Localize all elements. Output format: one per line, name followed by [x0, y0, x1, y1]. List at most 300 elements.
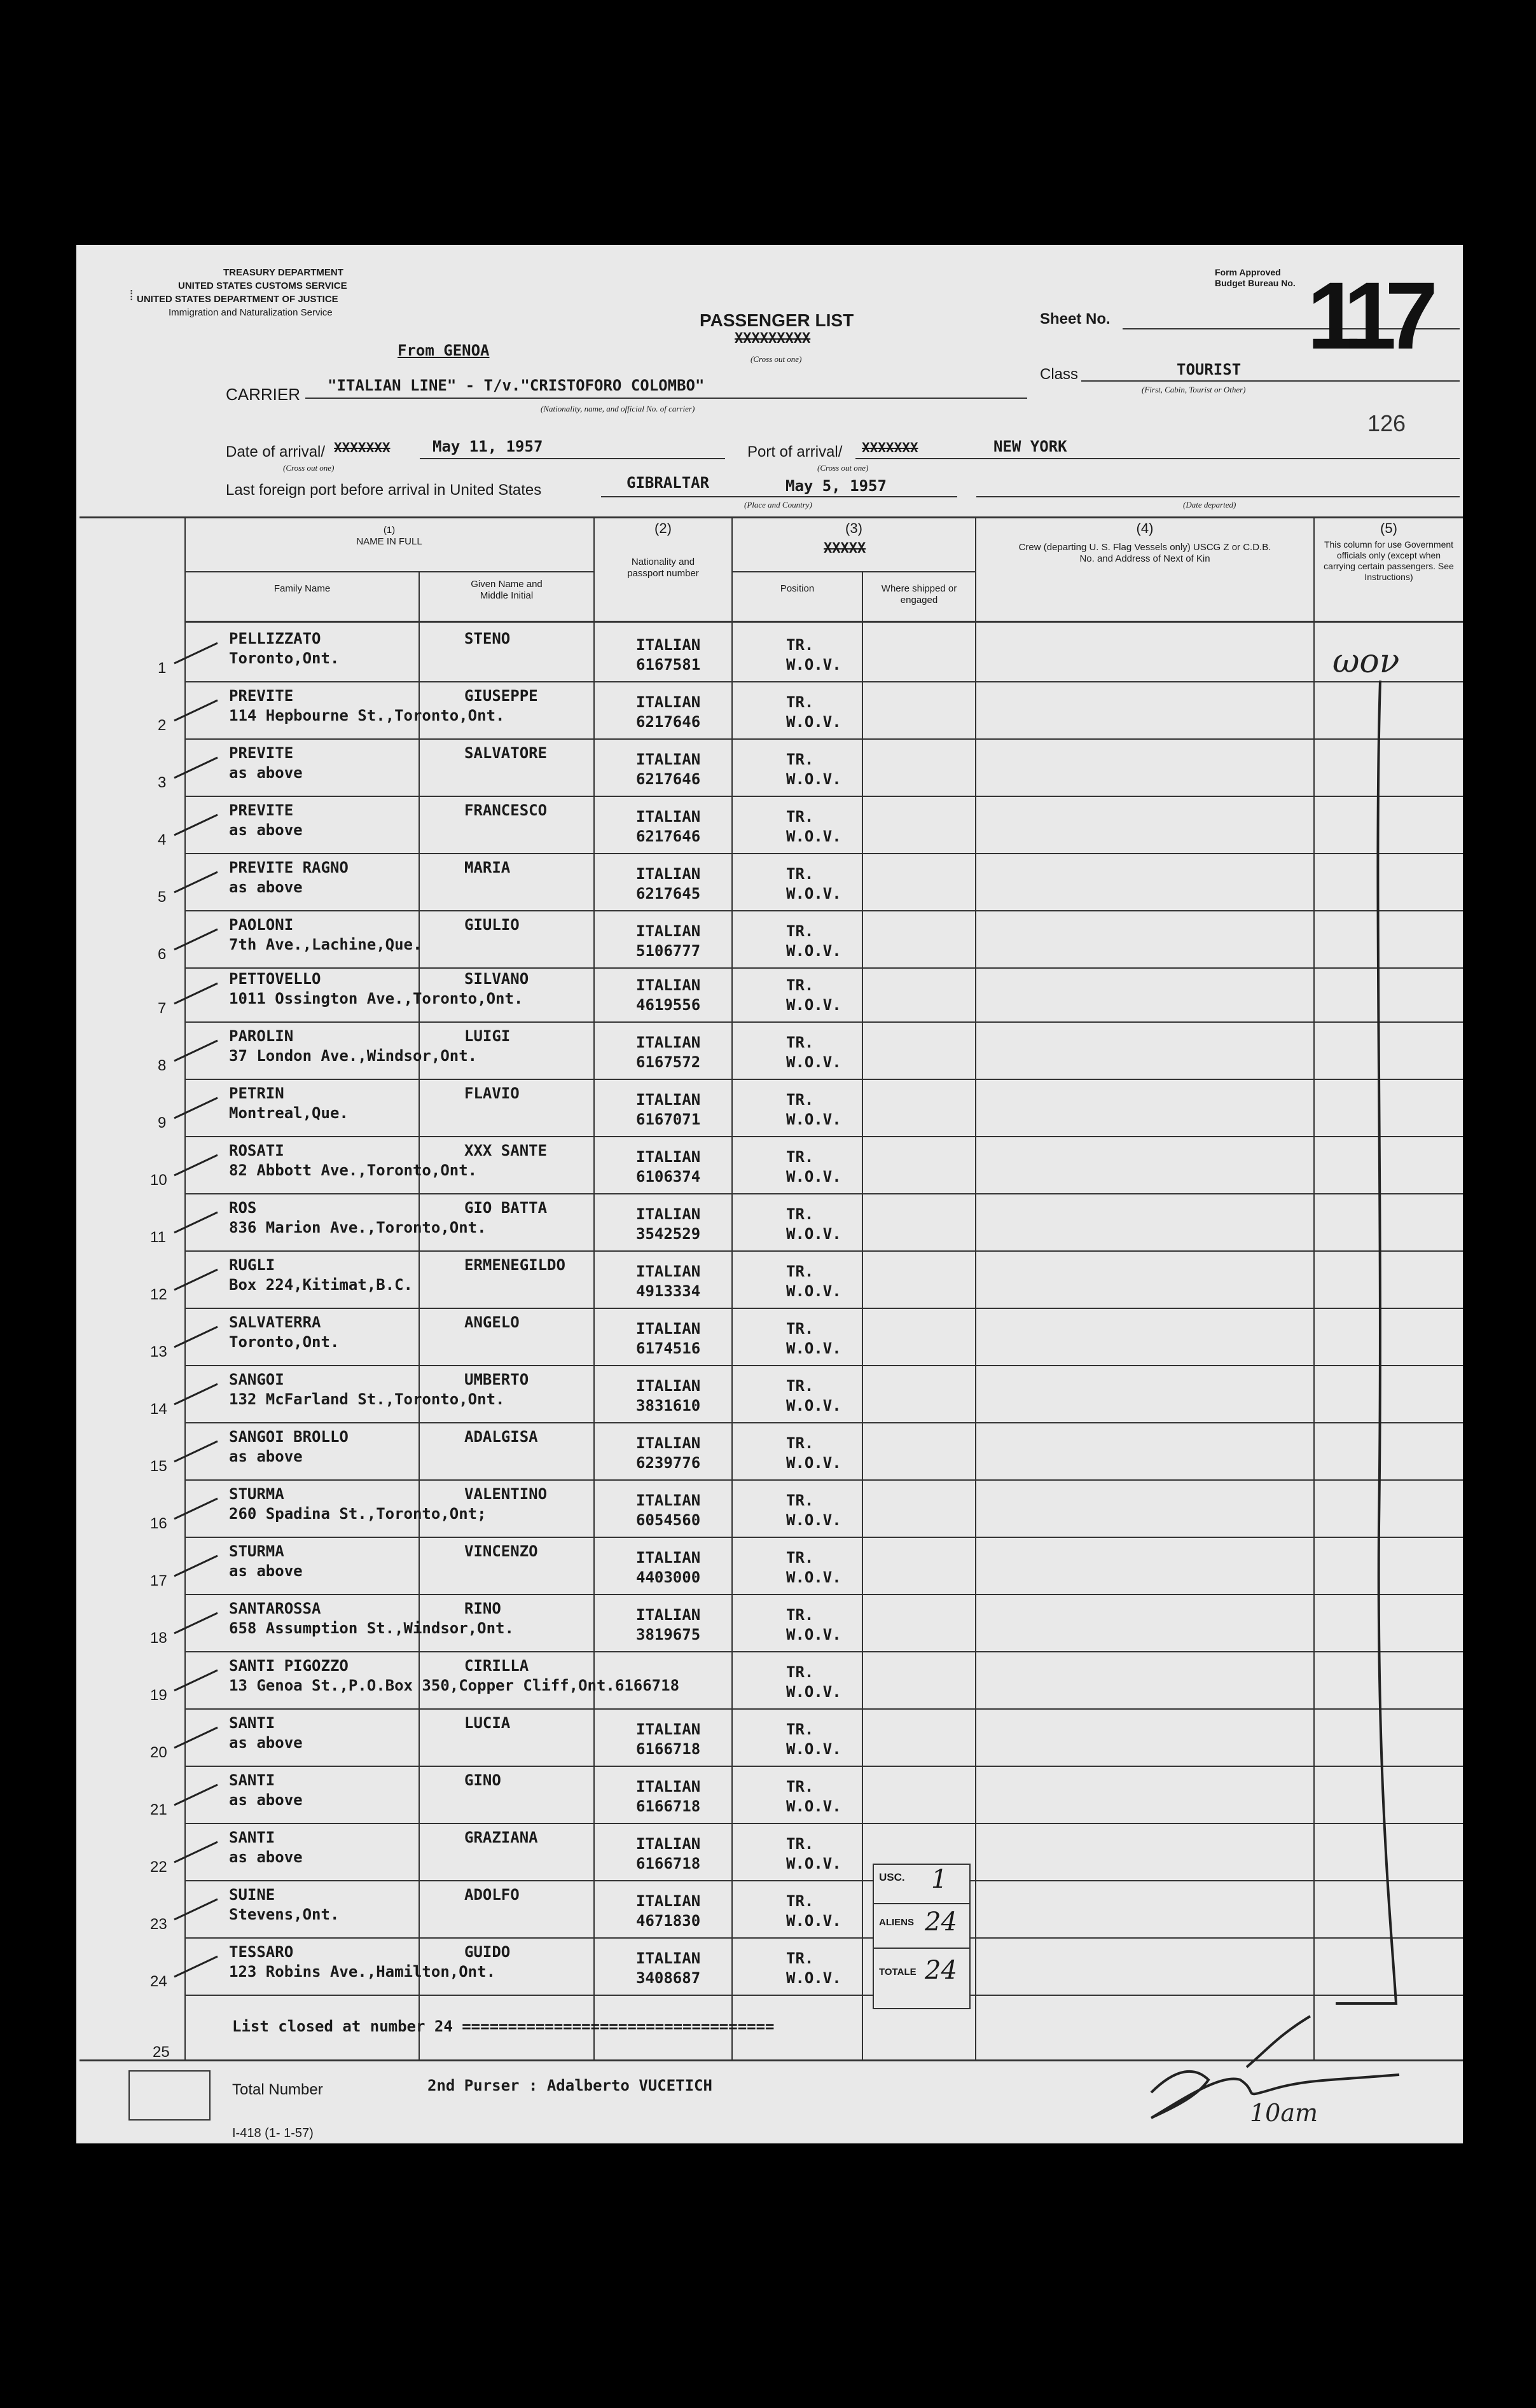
- given-name: GIUSEPPE: [464, 687, 538, 705]
- nationality-header: Nationality and passport number: [627, 557, 699, 579]
- tick-mark: [173, 1837, 224, 1869]
- passport-number: 6217646: [636, 770, 701, 788]
- position-line1: TR.: [786, 1377, 814, 1395]
- place-note: (Place and Country): [744, 500, 812, 509]
- row-number: 10: [150, 1172, 167, 1189]
- nationality: ITALIAN: [636, 1835, 701, 1853]
- position-line2: W.O.V.: [786, 1912, 841, 1930]
- position-line1: TR.: [786, 808, 814, 826]
- passport-number: 6217646: [636, 713, 701, 731]
- position-line2: W.O.V.: [786, 656, 841, 674]
- given-name: FLAVIO: [464, 1084, 520, 1102]
- position-line2: W.O.V.: [786, 1454, 841, 1472]
- address: 658 Assumption St.,Windsor,Ont.: [229, 1619, 514, 1637]
- address: Montreal,Que.: [229, 1104, 349, 1122]
- address: as above: [229, 821, 303, 839]
- family-name: SANTI: [229, 1714, 275, 1732]
- row-divider: [184, 1766, 1463, 1767]
- position-header: Position: [780, 583, 815, 594]
- nationality: ITALIAN: [636, 1491, 701, 1509]
- passport-number: 6167572: [636, 1053, 701, 1071]
- total-number-box: [128, 2070, 211, 2121]
- position-line2: W.O.V.: [786, 1397, 841, 1415]
- tick-mark: [173, 1436, 224, 1468]
- class-label: Class: [1040, 366, 1079, 383]
- family-name: ROSATI: [229, 1142, 284, 1159]
- position-line1: TR.: [786, 1549, 814, 1567]
- passport-number: 6239776: [636, 1454, 701, 1472]
- position-line1: TR.: [786, 1720, 814, 1738]
- date-underline: [420, 458, 725, 459]
- passport-number: 6166718: [636, 1855, 701, 1872]
- row-number: 24: [150, 1973, 167, 1990]
- position-line1: TR.: [786, 1835, 814, 1853]
- address: 132 McFarland St.,Toronto,Ont.: [229, 1390, 505, 1408]
- address: Stevens,Ont.: [229, 1906, 340, 1923]
- passport-number: 6217646: [636, 827, 701, 845]
- given-name: ANGELO: [464, 1313, 520, 1331]
- row-divider: [184, 1021, 1463, 1023]
- address: as above: [229, 1791, 303, 1809]
- passport-number: 3408687: [636, 1969, 701, 1987]
- sheet-label: Sheet No.: [1040, 310, 1110, 328]
- position-line2: W.O.V.: [786, 1111, 841, 1128]
- given-name: ERMENEGILDO: [464, 1256, 565, 1274]
- class-note: (First, Cabin, Tourist or Other): [1142, 385, 1246, 394]
- row-number: 13: [150, 1343, 167, 1360]
- address: as above: [229, 1562, 303, 1580]
- given-name: VINCENZO: [464, 1542, 538, 1560]
- row-number: 19: [150, 1687, 167, 1704]
- position-line2: W.O.V.: [786, 996, 841, 1014]
- nationality: ITALIAN: [636, 865, 701, 883]
- family-name: SANTI: [229, 1771, 275, 1789]
- address: 7th Ave.,Lachine,Que.: [229, 936, 422, 953]
- family-name: SANTI PIGOZZO: [229, 1657, 349, 1675]
- last-port: GIBRALTAR: [626, 474, 710, 492]
- given-name: CIRILLA: [464, 1657, 529, 1675]
- given-name: GINO: [464, 1771, 501, 1789]
- position-line2: W.O.V.: [786, 1511, 841, 1529]
- row-divider: [184, 681, 1463, 682]
- departed-underline: [976, 496, 1460, 497]
- row-divider: [184, 1537, 1463, 1538]
- page-number: 126: [1367, 410, 1406, 436]
- row-divider: [184, 1823, 1463, 1824]
- port-struck: XXXXXXX: [862, 440, 918, 455]
- passport-number: 6166718: [636, 1740, 701, 1758]
- last-port-underline: [601, 496, 957, 497]
- address: 82 Abbott Ave.,Toronto,Ont.: [229, 1161, 478, 1179]
- row-number: 4: [158, 831, 167, 848]
- row-number: 25: [153, 2044, 170, 2061]
- tick-mark: [173, 1608, 224, 1640]
- page-title: PASSENGER LIST: [700, 310, 854, 330]
- tick-mark: [173, 1951, 224, 1983]
- row-number: 9: [158, 1114, 167, 1131]
- nationality: ITALIAN: [636, 1320, 701, 1338]
- tick-mark: [173, 1780, 224, 1811]
- family-name: STURMA: [229, 1542, 284, 1560]
- position-line1: TR.: [786, 751, 814, 768]
- address: 1011 Ossington Ave.,Toronto,Ont.: [229, 990, 523, 1007]
- class-value: TOURIST: [1177, 361, 1242, 378]
- purser-line: 2nd Purser : Adalberto VUCETICH: [427, 2077, 712, 2094]
- position-line1: TR.: [786, 1491, 814, 1509]
- nationality: ITALIAN: [636, 976, 701, 994]
- position-line2: W.O.V.: [786, 1855, 841, 1872]
- family-name: PELLIZZATO: [229, 630, 321, 647]
- family-name: ROS: [229, 1199, 257, 1217]
- passport-number: 6054560: [636, 1511, 701, 1529]
- row-divider: [184, 1079, 1463, 1080]
- carrier-note: (Nationality, name, and official No. of carrier): [541, 404, 695, 413]
- nationality: ITALIAN: [636, 1778, 701, 1796]
- row-number: 7: [158, 1000, 167, 1017]
- tick-mark: [173, 638, 224, 670]
- tick-mark: [173, 752, 224, 784]
- col1-header: (1) NAME IN FULL: [356, 525, 422, 547]
- position-line2: W.O.V.: [786, 1053, 841, 1071]
- col-divider: [975, 516, 976, 2059]
- agency-line: TREASURY DEPARTMENT: [223, 267, 343, 278]
- tick-mark: [173, 810, 224, 841]
- row-divider: [184, 1136, 1463, 1137]
- family-name: TESSARO: [229, 1943, 294, 1961]
- total-label: TOTALE: [879, 1967, 917, 1977]
- given-name: FRANCESCO: [464, 801, 548, 819]
- col3-struck: XXXXX: [824, 541, 866, 557]
- title-struck: XXXXXXXXX: [735, 331, 811, 347]
- aliens-value: 24: [925, 1907, 957, 1937]
- nationality: ITALIAN: [636, 1549, 701, 1567]
- position-line2: W.O.V.: [786, 1626, 841, 1643]
- row-divider: [184, 1193, 1463, 1194]
- row-number: 11: [150, 1229, 166, 1246]
- date-of-arrival-label: Date of arrival/: [226, 443, 326, 460]
- family-name: SALVATERRA: [229, 1313, 321, 1331]
- family-name: STURMA: [229, 1485, 284, 1503]
- family-name: PREVITE: [229, 687, 294, 705]
- col3-num: (3): [845, 520, 862, 536]
- agency-block: [137, 266, 347, 319]
- address: 836 Marion Ave.,Toronto,Ont.: [229, 1219, 487, 1236]
- departure-date: May 5, 1957: [785, 477, 887, 495]
- usc-value: 1: [931, 1865, 948, 1894]
- given-name: RINO: [464, 1600, 501, 1617]
- nationality: ITALIAN: [636, 1091, 701, 1109]
- address: as above: [229, 1448, 303, 1465]
- position-line2: W.O.V.: [786, 1168, 841, 1186]
- position-line2: W.O.V.: [786, 1969, 841, 1987]
- address: 13 Genoa St.,P.O.Box 350,Copper Cliff,Ont.6166718: [229, 1677, 680, 1694]
- passport-number: 6166718: [636, 1797, 701, 1815]
- given-name: SILVANO: [464, 970, 529, 988]
- row-divider: [184, 1708, 1463, 1710]
- row-number: 16: [150, 1515, 167, 1532]
- nationality: ITALIAN: [636, 1720, 701, 1738]
- position-line2: W.O.V.: [786, 885, 841, 903]
- position-line1: TR.: [786, 1434, 814, 1452]
- col-divider: [1313, 516, 1315, 2059]
- official-mark: ωον: [1332, 642, 1400, 681]
- from-port: From GENOA: [398, 342, 490, 359]
- class-underline: [1081, 380, 1460, 382]
- table-bottom-rule: [80, 2059, 1463, 2061]
- address: as above: [229, 878, 303, 896]
- row-number: 6: [158, 946, 167, 963]
- given-name: GUIDO: [464, 1943, 511, 1961]
- header-subrule: [184, 571, 593, 572]
- closing-text: List closed at number 24 ==================================: [232, 2017, 775, 2035]
- family-name: PETTOVELLO: [229, 970, 321, 988]
- row-divider: [184, 1479, 1463, 1481]
- position-line1: TR.: [786, 1778, 814, 1796]
- family-name: SANGOI: [229, 1371, 284, 1388]
- government-use-header: This column for use Government officials only (except when carrying certain passengers. See Instructions): [1324, 539, 1454, 582]
- col-divider: [593, 516, 595, 2059]
- tick-mark: [173, 1722, 224, 1754]
- row-number: 17: [150, 1572, 167, 1589]
- where-shipped-header: Where shipped or engaged: [881, 583, 957, 605]
- header-subrule: [731, 571, 975, 572]
- given-name: GIO BATTA: [464, 1199, 548, 1217]
- row-divider: [184, 853, 1463, 854]
- nationality: ITALIAN: [636, 751, 701, 768]
- given-name: XXX SANTE: [464, 1142, 548, 1159]
- row-number: 21: [150, 1801, 167, 1818]
- given-name: GIULIO: [464, 916, 520, 934]
- tick-mark: [173, 924, 224, 956]
- position-line2: W.O.V.: [786, 942, 841, 960]
- passport-number: 3819675: [636, 1626, 701, 1643]
- position-line1: TR.: [786, 1148, 814, 1166]
- row-divider: [184, 1594, 1463, 1595]
- last-port-label: Last foreign port before arrival in United States: [226, 481, 542, 499]
- row-divider: [184, 1651, 1463, 1652]
- nationality: ITALIAN: [636, 1205, 701, 1223]
- address: as above: [229, 1734, 303, 1752]
- row-divider: [184, 967, 1463, 969]
- port-underline: [855, 458, 1460, 459]
- carrier-value: "ITALIAN LINE" - T/v."CRISTOFORO COLOMBO": [328, 377, 705, 394]
- address: as above: [229, 1848, 303, 1866]
- passport-number: 4619556: [636, 996, 701, 1014]
- family-name: PREVITE: [229, 744, 294, 762]
- address: 123 Robins Ave.,Hamilton,Ont.: [229, 1963, 496, 1981]
- position-line2: W.O.V.: [786, 827, 841, 845]
- row-divider: [184, 1308, 1463, 1309]
- passport-number: 4671830: [636, 1912, 701, 1930]
- row-divider: [184, 1880, 1463, 1881]
- position-line1: TR.: [786, 693, 814, 711]
- given-name: GRAZIANA: [464, 1829, 538, 1846]
- nationality: ITALIAN: [636, 1148, 701, 1166]
- col-divider: [731, 516, 733, 2059]
- nationality: ITALIAN: [636, 693, 701, 711]
- aliens-label: ALIENS: [879, 1917, 915, 1928]
- row-number: 1: [158, 660, 167, 677]
- address: as above: [229, 764, 303, 782]
- nationality: ITALIAN: [636, 1892, 701, 1910]
- nationality: ITALIAN: [636, 1606, 701, 1624]
- given-name: UMBERTO: [464, 1371, 529, 1388]
- position-line1: TR.: [786, 1606, 814, 1624]
- row-number: 23: [150, 1916, 167, 1933]
- nationality: ITALIAN: [636, 808, 701, 826]
- carrier-label: CARRIER: [226, 385, 301, 404]
- crew-header: Crew (departing U. S. Flag Vessels only) USCG Z or C.D.B. No. and Address of Next of Kin: [1018, 542, 1271, 564]
- tick-mark: [173, 978, 224, 1010]
- row-divider: [184, 910, 1463, 911]
- position-line2: W.O.V.: [786, 1797, 841, 1815]
- given-name: LUCIA: [464, 1714, 511, 1732]
- tick-mark: [173, 1207, 224, 1239]
- given-name: ADOLFO: [464, 1886, 520, 1904]
- tick-mark: [173, 1035, 224, 1067]
- tick-mark: [173, 1551, 224, 1582]
- signature-note: 10am: [1250, 2099, 1318, 2127]
- tick-mark: [173, 1264, 224, 1296]
- address: Toronto,Ont.: [229, 1333, 340, 1351]
- row-number: 8: [158, 1057, 167, 1074]
- position-line1: TR.: [786, 1205, 814, 1223]
- address: 114 Hepbourne St.,Toronto,Ont.: [229, 707, 505, 724]
- agency-line: UNITED STATES CUSTOMS SERVICE: [178, 280, 347, 291]
- position-line1: TR.: [786, 1320, 814, 1338]
- date-note: (Cross out one): [283, 463, 335, 473]
- nationality: ITALIAN: [636, 1949, 701, 1967]
- sheet-number: 117: [1307, 262, 1427, 369]
- bracket-glyph: ⁞: [127, 288, 136, 304]
- position-line2: W.O.V.: [786, 1225, 841, 1243]
- position-line1: TR.: [786, 1663, 814, 1681]
- family-name-header: Family Name: [273, 583, 331, 594]
- address: Box 224,Kitimat,B.C.: [229, 1276, 413, 1294]
- passport-number: 6167581: [636, 656, 701, 674]
- position-line1: TR.: [786, 636, 814, 654]
- nationality: ITALIAN: [636, 1434, 701, 1452]
- row-divider: [184, 1995, 1463, 1996]
- row-number: 2: [158, 717, 167, 734]
- nationality: ITALIAN: [636, 636, 701, 654]
- tick-mark: [173, 695, 224, 727]
- address: 260 Spadina St.,Toronto,Ont;: [229, 1505, 487, 1523]
- position-line1: TR.: [786, 976, 814, 994]
- nationality: ITALIAN: [636, 1034, 701, 1051]
- form-approved: Form Approved Budget Bureau No.: [1215, 267, 1296, 288]
- position-line2: W.O.V.: [786, 1740, 841, 1758]
- row-number: 14: [150, 1401, 167, 1418]
- tick-mark: [173, 1665, 224, 1697]
- total-number-label: Total Number: [232, 2081, 323, 2098]
- port-of-arrival-label: Port of arrival/: [747, 443, 843, 460]
- position-line2: W.O.V.: [786, 713, 841, 731]
- row-number: 20: [150, 1744, 167, 1761]
- position-line1: TR.: [786, 1892, 814, 1910]
- passport-number: 5106777: [636, 942, 701, 960]
- family-name: SANGOI BROLLO: [229, 1428, 349, 1446]
- given-name: STENO: [464, 630, 511, 647]
- passport-number: 3542529: [636, 1225, 701, 1243]
- row-divider: [184, 1422, 1463, 1423]
- col5-num: (5): [1380, 520, 1397, 536]
- row-divider: [184, 1250, 1463, 1252]
- port-note: (Cross out one): [817, 463, 869, 473]
- date-of-arrival: May 11, 1957: [432, 438, 543, 455]
- agency-line: Immigration and Naturalization Service: [169, 307, 333, 318]
- total-value: 24: [925, 1956, 957, 1985]
- col2-num: (2): [654, 520, 672, 536]
- position-line2: W.O.V.: [786, 1282, 841, 1300]
- col-divider: [419, 571, 420, 2059]
- given-name: ADALGISA: [464, 1428, 538, 1446]
- given-name: MARIA: [464, 859, 511, 876]
- family-name: PREVITE RAGNO: [229, 859, 349, 876]
- passport-number: 6174516: [636, 1339, 701, 1357]
- passport-number: 6106374: [636, 1168, 701, 1186]
- nationality: ITALIAN: [636, 1377, 701, 1395]
- usc-label: USC.: [879, 1871, 905, 1883]
- tick-mark: [173, 1493, 224, 1525]
- family-name: SANTAROSSA: [229, 1600, 321, 1617]
- position-line1: TR.: [786, 1034, 814, 1051]
- position-line1: TR.: [786, 1091, 814, 1109]
- position-line1: TR.: [786, 865, 814, 883]
- table-top-rule: [80, 516, 1463, 518]
- position-line1: TR.: [786, 922, 814, 940]
- family-name: RUGLI: [229, 1256, 275, 1274]
- row-divider: [184, 738, 1463, 740]
- col4-num: (4): [1136, 520, 1154, 536]
- passport-number: 6217645: [636, 885, 701, 903]
- tick-mark: [173, 1093, 224, 1124]
- row-number: 15: [150, 1458, 167, 1475]
- position-line2: W.O.V.: [786, 770, 841, 788]
- position-line2: W.O.V.: [786, 1568, 841, 1586]
- date-struck: XXXXXXX: [334, 440, 391, 455]
- form-code: I-418 (1- 1-57): [232, 2126, 314, 2140]
- passport-number: 4913334: [636, 1282, 701, 1300]
- row-number: 22: [150, 1858, 167, 1876]
- family-name: PAROLIN: [229, 1027, 294, 1045]
- family-name: SANTI: [229, 1829, 275, 1846]
- row-number: 18: [150, 1630, 167, 1647]
- row-divider: [184, 1937, 1463, 1939]
- row-number: 3: [158, 774, 167, 791]
- title-note: (Cross out one): [751, 354, 802, 364]
- position-line1: TR.: [786, 1949, 814, 1967]
- given-name: LUIGI: [464, 1027, 511, 1045]
- agency-line: UNITED STATES DEPARTMENT OF JUSTICE: [137, 294, 338, 305]
- family-name: SUINE: [229, 1886, 275, 1904]
- given-name: SALVATORE: [464, 744, 548, 762]
- nationality: ITALIAN: [636, 1263, 701, 1280]
- col-divider: [862, 571, 863, 2059]
- family-name: PREVITE: [229, 801, 294, 819]
- departed-note: (Date departed): [1183, 500, 1236, 509]
- position-line1: TR.: [786, 1263, 814, 1280]
- position-line2: W.O.V.: [786, 1339, 841, 1357]
- tally-stamp: [873, 1864, 971, 2009]
- nationality: ITALIAN: [636, 922, 701, 940]
- position-line2: W.O.V.: [786, 1683, 841, 1701]
- tick-mark: [173, 1322, 224, 1353]
- given-name-header: Given Name and Middle Initial: [471, 579, 543, 601]
- passport-number: 3831610: [636, 1397, 701, 1415]
- row-divider: [184, 796, 1463, 797]
- tick-mark: [173, 1150, 224, 1182]
